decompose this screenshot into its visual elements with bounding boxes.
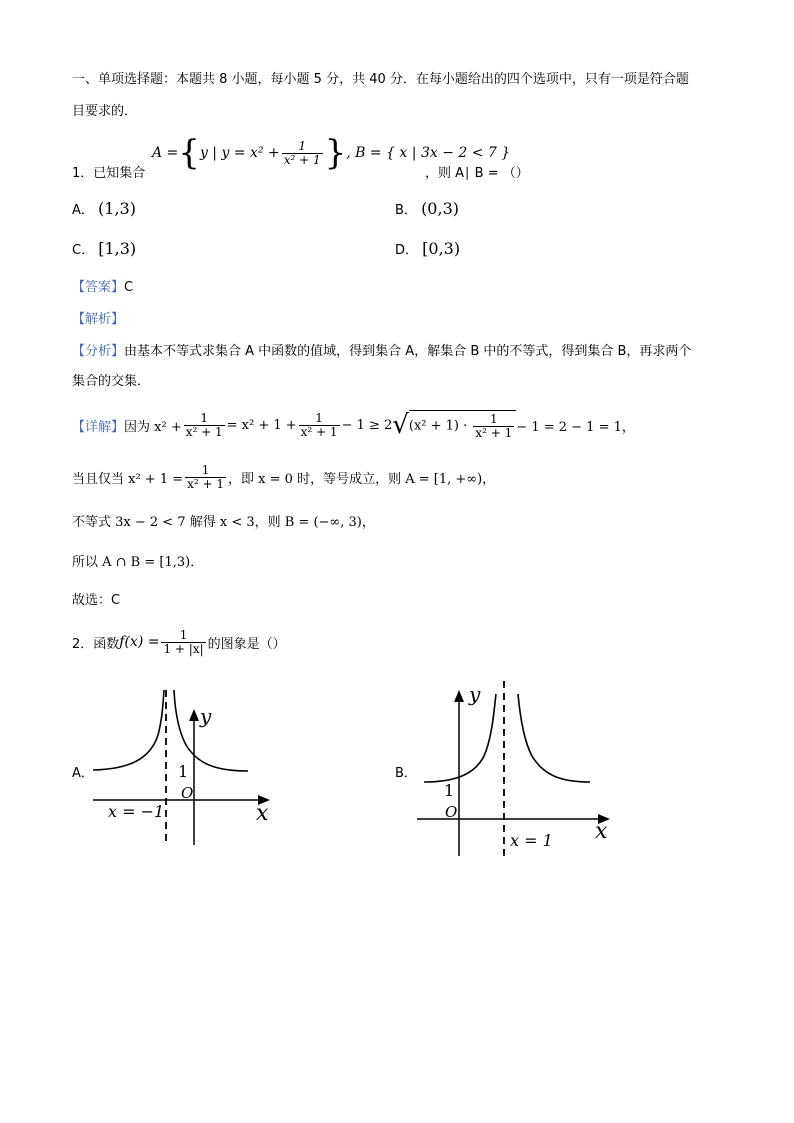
curve-right [518, 694, 590, 782]
q1-option-d[interactable]: D． [0,3) [395, 239, 461, 258]
one-label: 1 [444, 781, 455, 800]
y-axis-arrow-icon [189, 709, 199, 721]
set-a-fraction: $\frac{1}{\text{x² + 1}}$ [283, 138, 321, 167]
q1-analysis-tag: 【解析】 [72, 312, 125, 327]
q1-tail: ，则 A∣ B = （） [425, 166, 529, 181]
curve-left [424, 694, 496, 782]
y-axis-arrow-icon [454, 690, 464, 702]
one-label: 1 [178, 762, 189, 781]
asymptote-label: x = −1 [108, 802, 165, 821]
x-label: x [595, 819, 608, 844]
q2-graph-a[interactable] [88, 685, 278, 850]
set-b: , B = { x | 3x − 2 < 7 } [346, 145, 511, 161]
q1-fenxi-line1: 【分析】由基本不等式求集合 A 中函数的值域，得到集合 A，解集合 B 中的不等式，得到集合 B，再求两个 [72, 344, 692, 359]
q1-choose: 故选：C [72, 593, 121, 608]
set-a-inner: y | y = x² + [199, 145, 280, 161]
origin-label: O [445, 803, 458, 821]
q1-set-expression: A = { y | y = x² + $\frac{1}{\text{x² + 1}}$ } , B = { x | 3x − 2 < 7 } [152, 133, 511, 173]
section-heading-line2: 目要求的． [72, 104, 138, 119]
q1-xiangjie-line2: 当且仅当 x² + 1 = $\frac{1}{\text{x² + 1}}$ ，即 x = 0 时，等号成立，则 A = [1, +∞)， [72, 462, 496, 491]
q2-stem: 2．函数 f(x) = $\frac{1}{1 + |x|}$ 的图象是（） [72, 627, 286, 656]
q1-xiangjie-line3: 不等式 3x − 2 < 7 解得 x < 3，则 B = (−∞, 3)， [72, 515, 375, 530]
q1-option-a[interactable]: A． (1,3) [72, 199, 136, 218]
q2-graph-b[interactable] [412, 676, 617, 861]
q2-option-b-label[interactable]: B． [395, 766, 417, 781]
q1-xiangjie-line1: 【详解】 因为 x² + $\frac{1}{\text{x² + 1}}$ = x² + 1 + $\frac{1}{\text{x² + 1}}$ − 1 ≥ 2 √ (x² + 1) · $\frac{1}{\text{x² + 1}}$ − 1 = 2 − 1 = 1， [72, 410, 635, 440]
set-a-lhs: A = [152, 145, 179, 161]
origin-label: O [181, 784, 194, 802]
q1-xiangjie-line4: 所以 A ∩ B = [1,3)． [72, 555, 204, 570]
q1-fenxi-line2: 集合的交集． [72, 374, 151, 389]
curve-left [93, 690, 164, 770]
x-label: x [256, 801, 269, 826]
y-label: y [200, 704, 212, 728]
q1-answer: 【答案】C [72, 280, 134, 295]
q1-number: 1．已知集合 [72, 166, 146, 181]
q1-option-b[interactable]: B． (0,3) [395, 199, 459, 218]
asymptote-label: x = 1 [510, 831, 553, 850]
q2-option-a-label[interactable]: A． [72, 766, 94, 781]
curve-right [174, 690, 248, 771]
section-heading-line1: 一、单项选择题：本题共 8 小题，每小题 5 分，共 40 分．在每小题给出的四个选项中，只有一项是符合题 [72, 72, 689, 87]
q1-option-c[interactable]: C． [1,3) [72, 239, 137, 258]
y-label: y [469, 682, 481, 706]
